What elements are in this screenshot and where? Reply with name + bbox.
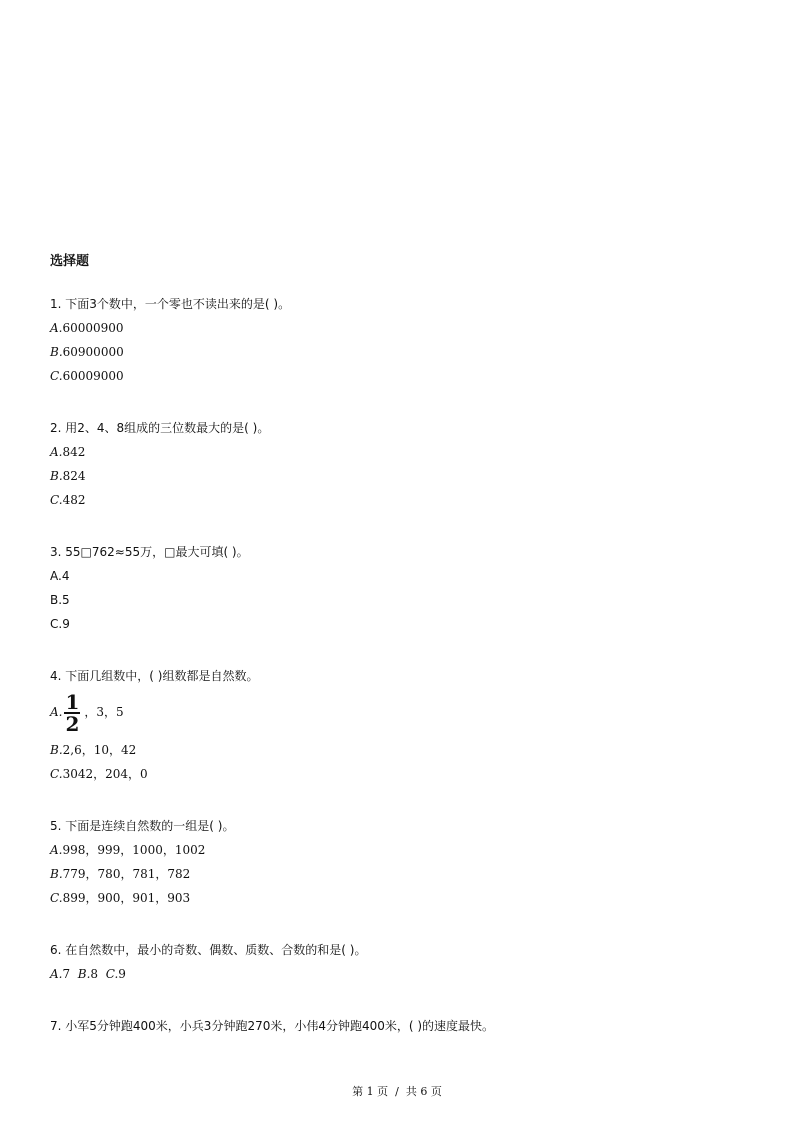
option-letter: A. [50, 967, 63, 981]
option-letter: C. [50, 767, 63, 781]
option-letter: A. [50, 843, 63, 857]
option-text: 998，999，1000，1002 [62, 843, 206, 857]
question-3-stem: 3. 55□762≈55万，□最大可填( )。 [50, 545, 249, 559]
question-1-option-c [50, 368, 124, 384]
option-text: 482 [62, 493, 86, 507]
option-letter: C. [50, 617, 63, 631]
question-2-stem: 2. 用2、4、8组成的三位数最大的是( )。 [50, 421, 270, 435]
question-1-stem: 1. 下面3个数中，一个零也不读出来的是( )。 [50, 297, 291, 311]
question-4-stem: 4. 下面几组数中，( )组数都是自然数。 [50, 669, 259, 683]
option-text: 842 [62, 445, 86, 459]
section-title: 选择题 [50, 254, 90, 269]
question-2-option-a [50, 444, 85, 460]
question-1-option-a [50, 320, 124, 336]
question-2-option-b [50, 468, 86, 484]
option-text: 899，900，901，903 [62, 891, 191, 905]
option-text: 7 [62, 967, 71, 981]
option-text: 779，780，781，782 [62, 867, 191, 881]
option-letter: A. [50, 445, 63, 459]
option-letter: B. [50, 345, 63, 359]
option-text: 4 [61, 569, 70, 583]
option-text: 3042，204，0 [62, 767, 148, 781]
question-5-option-c [50, 890, 190, 906]
question-5-option-a [50, 842, 205, 858]
question-7-stem: 7. 小军5分钟跑400米，小兵3分钟跑270米，小伟4分钟跑400米，( )的速度最快。 [50, 1019, 495, 1033]
option-text: 9 [118, 967, 126, 981]
question-3-option-c [50, 616, 70, 632]
fraction-one-half [64, 689, 80, 736]
option-letter: C. [50, 493, 63, 507]
option-letter: B. [50, 593, 63, 607]
option-text: 8 [90, 967, 99, 981]
question-5-option-b [50, 866, 190, 882]
option-text: 2,6，10，42 [62, 743, 137, 757]
fraction-numerator: 1 [65, 689, 80, 714]
question-5-stem: 5. 下面是连续自然数的一组是( )。 [50, 819, 235, 833]
option-letter: B. [50, 469, 63, 483]
question-3-option-a [50, 568, 69, 584]
option-letter: B. [50, 743, 63, 757]
option-text: ，3，5 [84, 705, 124, 719]
question-6-options [50, 966, 126, 982]
question-4-option-b [50, 742, 136, 758]
option-letter: B. [77, 967, 91, 981]
option-text: 824 [62, 469, 86, 483]
page-footer: 第 1 页 / 共 6 页 [352, 1085, 442, 1098]
option-letter: A. [50, 705, 63, 719]
option-letter: C. [105, 967, 119, 981]
option-text: 60009000 [62, 369, 124, 383]
question-6-stem: 6. 在自然数中，最小的奇数、偶数、质数、合数的和是( )。 [50, 943, 367, 957]
option-text: 5 [62, 593, 70, 607]
option-letter: C. [50, 369, 63, 383]
option-letter: C. [50, 891, 63, 905]
option-letter: A. [50, 321, 63, 335]
option-letter: B. [50, 867, 63, 881]
option-text: 60900000 [62, 345, 124, 359]
option-letter: A. [50, 569, 62, 583]
question-3-option-b [50, 592, 70, 608]
question-2-option-c [50, 492, 85, 508]
question-4-option-a [50, 690, 124, 734]
fraction-denominator: 2 [65, 711, 80, 736]
question-1-option-b [50, 344, 124, 360]
option-text: 9 [62, 617, 70, 631]
option-text: 60000900 [62, 321, 124, 335]
question-4-option-c [50, 766, 148, 782]
